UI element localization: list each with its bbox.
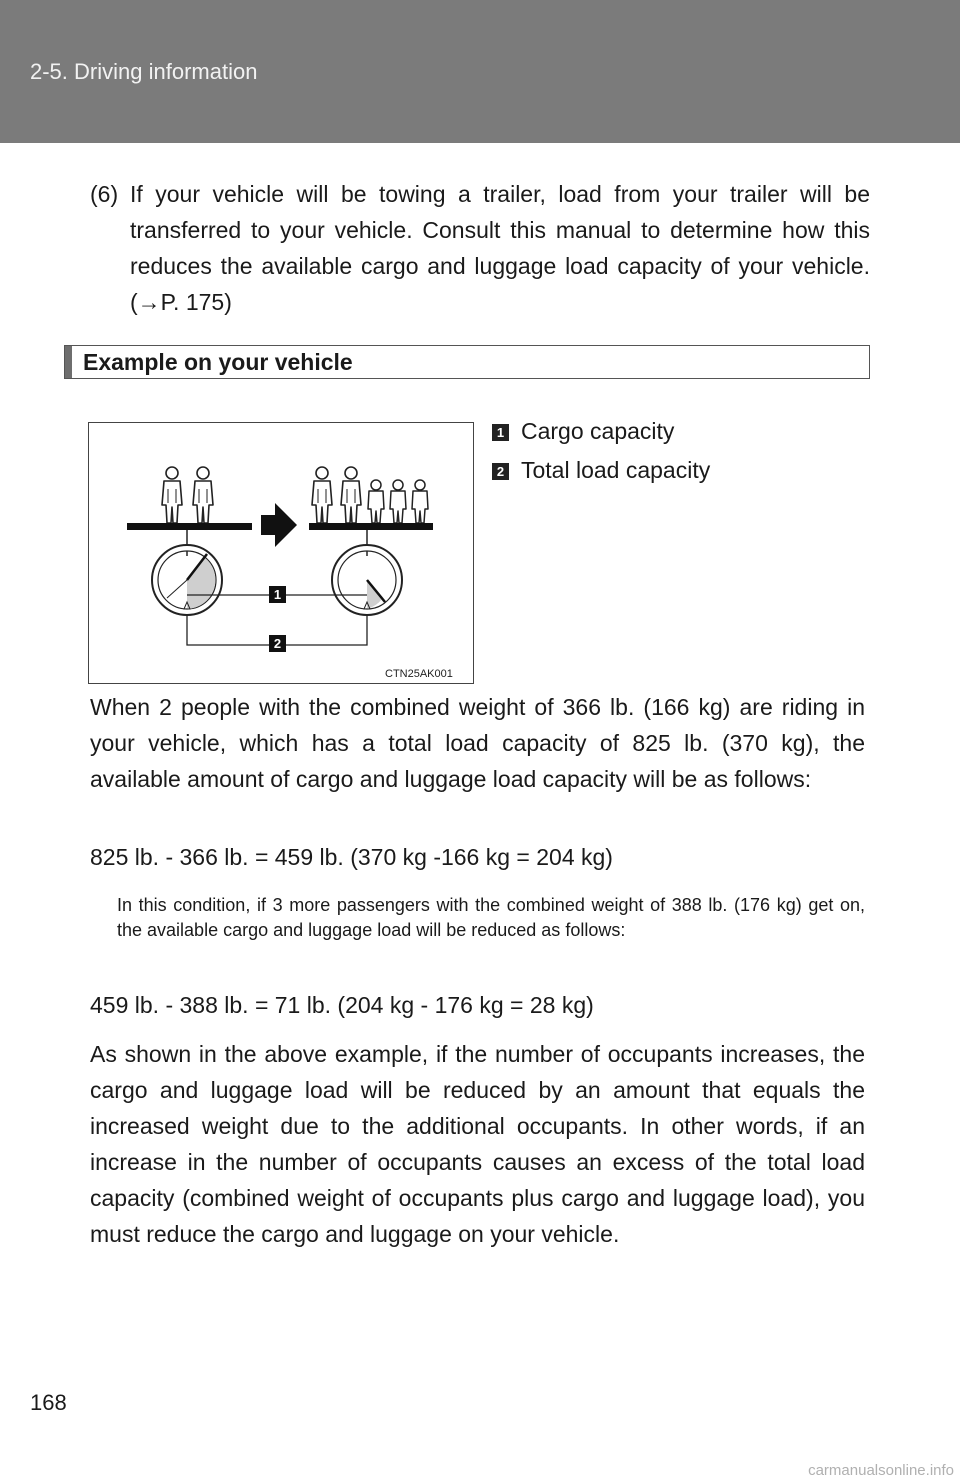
legend-label-cargo: Cargo capacity [521, 418, 675, 444]
gauge-before [152, 545, 222, 615]
summary-paragraph: As shown in the above example, if the number of occupants increases, the cargo and luggage load will be reduced by an amount that equals the increased weight due to the additional occupants. In other words, if an increase in the number of occupants causes an excess of the total load capacity (combined weight of occupants plus cargo and luggage load), you must reduce the cargo and luggage on your vehicle. [90, 1041, 865, 1247]
watermark: carmanualsonline.info [808, 1462, 954, 1479]
page-number: 168 [30, 1390, 67, 1415]
header-band [0, 0, 960, 143]
legend-item-1 [492, 418, 674, 445]
child-icon [390, 480, 406, 523]
example-paragraph: When 2 people with the combined weight of 366 lb. (166 kg) are riding in your vehicle, which has a total load capacity of 825 lb. (370 kg), the available amount of cargo and luggage load capacity will be as follows: [90, 694, 865, 792]
figure-code: CTN25AK001 [385, 668, 453, 680]
note-paragraph: In this condition, if 3 more passengers with the combined weight of 388 lb. (176 kg) get on, the available cargo and luggage load will be reduced as follows: [117, 895, 865, 940]
person-icon [162, 467, 182, 523]
example-heading: Example on your vehicle [83, 349, 353, 375]
badge-2-label: 2 [273, 636, 282, 651]
person-icon [312, 467, 332, 523]
figure-illustration [89, 423, 473, 683]
calculation-2: 459 lb. - 388 lb. = 71 lb. (204 kg - 176 kg = 28 kg) [90, 992, 594, 1018]
legend-item-2 [492, 457, 710, 484]
legend-badge-1: 1 [492, 424, 509, 441]
right-arrow-icon [261, 503, 297, 547]
section-title: 2-5. Driving information [30, 59, 258, 84]
gauge-after [332, 545, 402, 615]
load-capacity-figure [88, 422, 474, 684]
list-item-6 [90, 176, 870, 320]
calculation-1: 825 lb. - 366 lb. = 459 lb. (370 kg -166 kg = 204 kg) [90, 844, 613, 870]
example-heading-box [64, 345, 870, 379]
list-item-number: (6) [90, 181, 119, 207]
legend-label-total: Total load capacity [521, 457, 711, 483]
list-item-text: If your vehicle will be towing a trailer, load from your trailer will be transferred to your vehicle. Consult this manual to determine how this reduces the available cargo and luggage load capacity of your vehicle. (→P. 175) [130, 181, 870, 315]
person-icon [193, 467, 213, 523]
child-icon [412, 480, 428, 523]
person-icon [341, 467, 361, 523]
child-icon [368, 480, 384, 523]
heading-accent-bar [65, 346, 72, 378]
right-platform [309, 523, 433, 530]
legend-badge-2: 2 [492, 463, 509, 480]
badge-1-label: 1 [273, 587, 282, 602]
left-platform [127, 523, 252, 530]
